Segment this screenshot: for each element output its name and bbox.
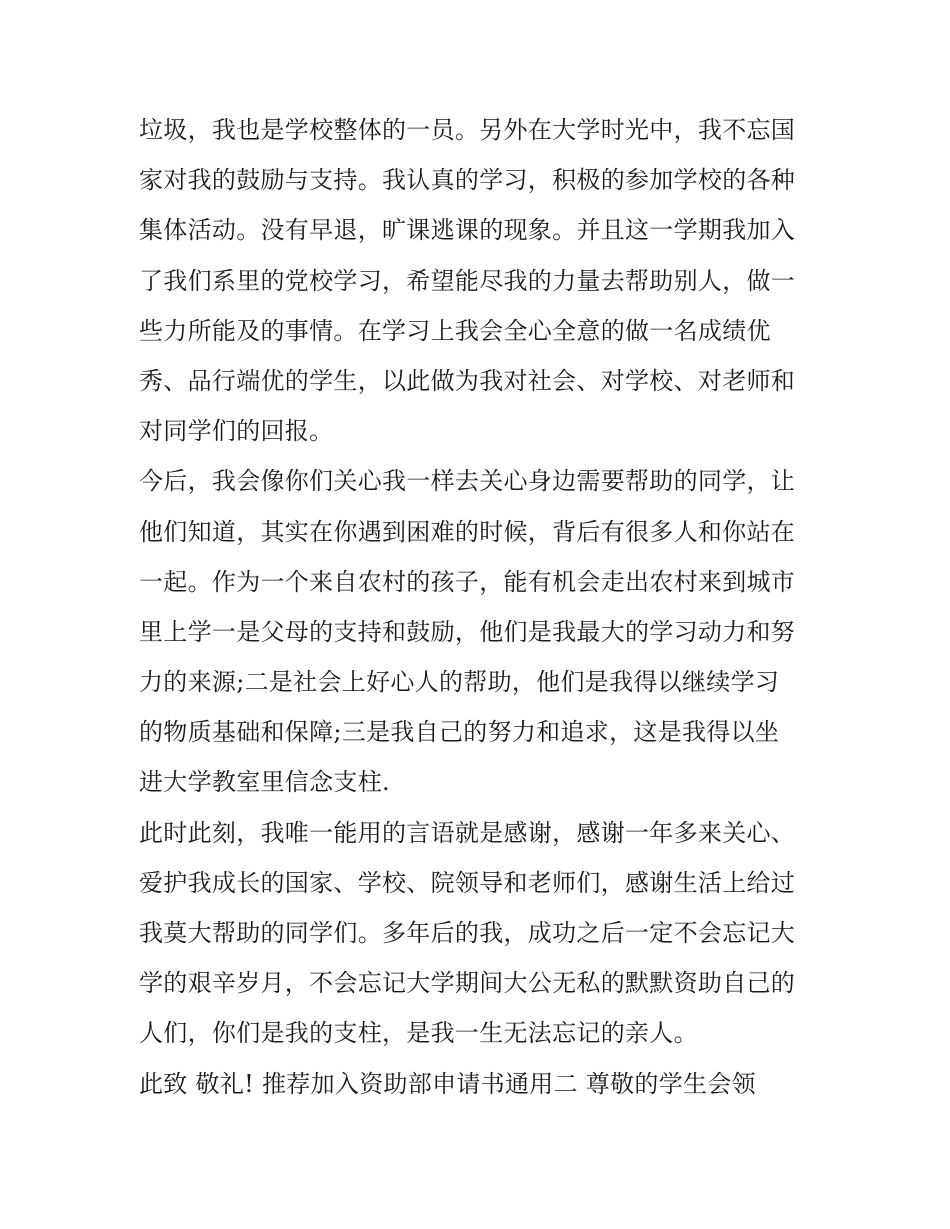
document-body	[139, 105, 819, 1109]
text-line: 秀、品行端优的学生，以此做为我对社会、对学校、对老师和	[139, 366, 796, 395]
text-line: 爱护我成长的国家、学校、院领导和老师们，感谢生活上给过	[139, 868, 796, 897]
text-line: 的物质基础和保障;三是我自己的努力和追求，这是我得以坐	[139, 718, 780, 747]
text-line: 力的来源;二是社会上好心人的帮助，他们是我得以继续学习	[139, 668, 780, 697]
text-line: 进大学教室里信念支柱.	[139, 768, 390, 797]
text-line: 人们，你们是我的支柱，是我一生无法忘记的亲人。	[139, 1019, 698, 1048]
text-line: 家对我的鼓励与支持。我认真的学习，积极的参加学校的各种	[139, 166, 796, 195]
text-line: 里上学一是父母的支持和鼓励，他们是我最大的学习动力和努	[139, 617, 796, 646]
text-line: 今后，我会像你们关心我一样去关心身边需要帮助的同学，让	[139, 467, 796, 496]
text-line: 我莫大帮助的同学们。多年后的我，成功之后一定不会忘记大	[139, 919, 796, 947]
text-line: 了我们系里的党校学习，希望能尽我的力量去帮助别人，做一	[139, 266, 796, 295]
text-line: 他们知道，其实在你遇到困难的时候，背后有很多人和你站在	[139, 517, 796, 546]
text-line: 些力所能及的事情。在学习上我会全心全意的做一名成绩优	[139, 316, 771, 345]
text-line: 对同学们的回报。	[139, 417, 334, 446]
text-line: 集体活动。没有早退，旷课逃课的现象。并且这一学期我加入	[139, 216, 796, 245]
text-line: 此致 敬礼! 推荐加入资助部申请书通用二 尊敬的学生会领	[139, 1069, 756, 1098]
text-line: 此时此刻，我唯一能用的言语就是感谢，感谢一年多来关心、	[139, 818, 796, 847]
text-line: 垃圾，我也是学校整体的一员。另外在大学时光中，我不忘国	[139, 116, 796, 144]
text-line: 一起。作为一个来自农村的孩子，能有机会走出农村来到城市	[139, 567, 796, 596]
text-line: 学的艰辛岁月，不会忘记大学期间大公无私的默默资助自己的	[139, 969, 796, 998]
